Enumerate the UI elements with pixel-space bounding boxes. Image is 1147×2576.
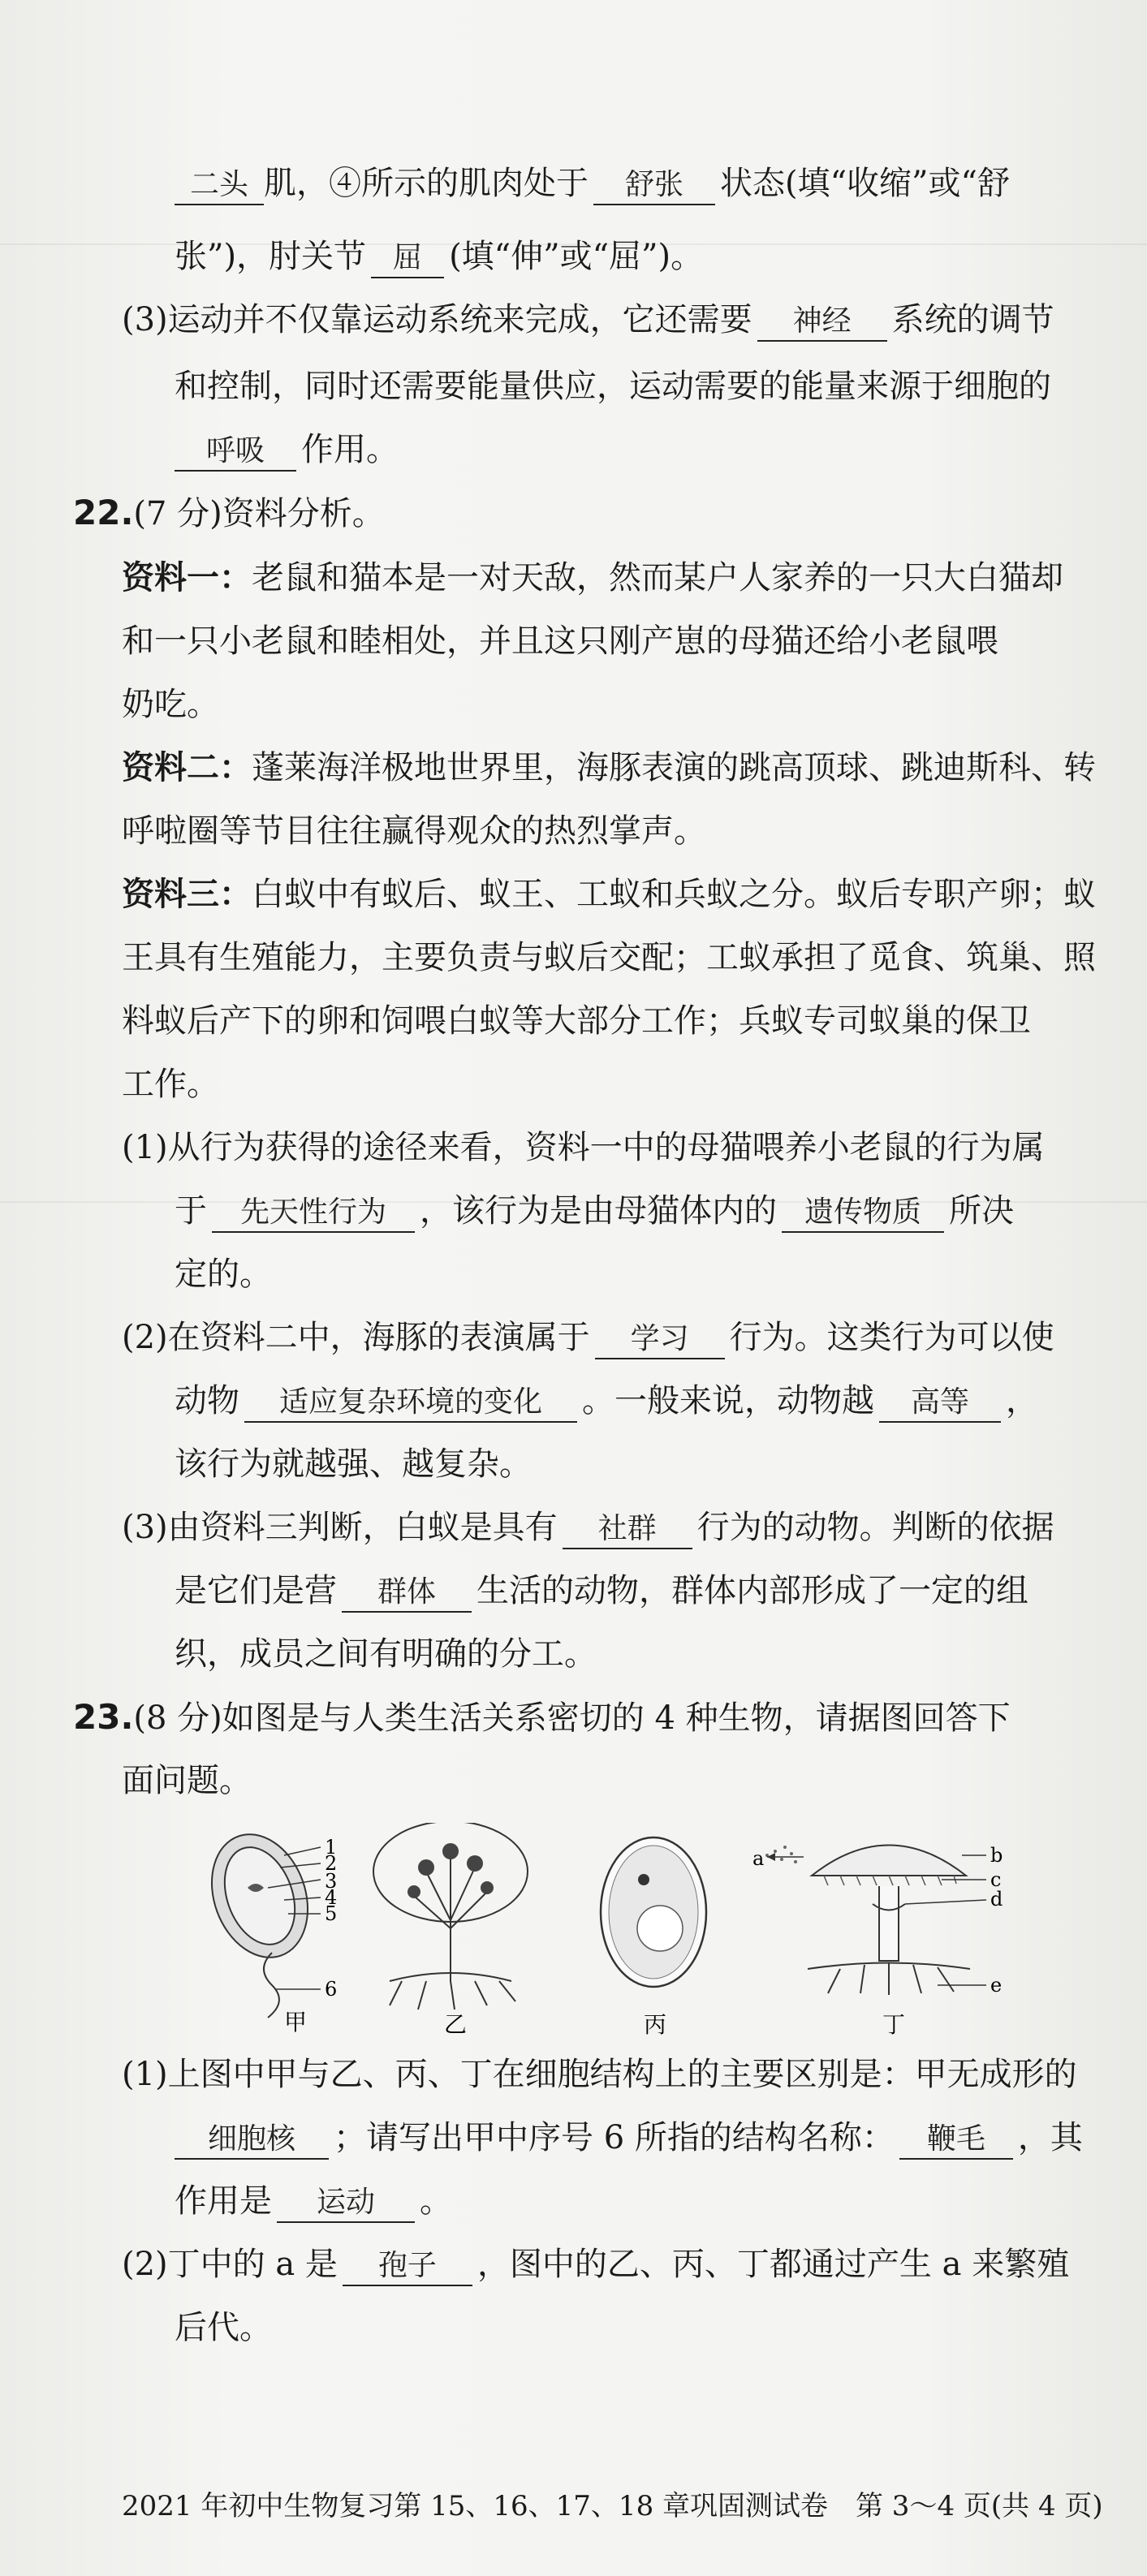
svg-text:b: b [990,1844,1003,1867]
svg-text:4: 4 [325,1886,338,1909]
q21-answer-relax: 舒张 [593,166,715,205]
q23-part-1-line-3: 作用是 运动 。 [175,2180,452,2223]
yeast-drawing [601,1837,706,2038]
q23-part-2-line-1: (2)丁中的 a 是 孢子 ，图中的乙、丙、丁都通过产生 a 来繁殖 [122,2243,1069,2286]
svg-text:c: c [990,1868,1002,1891]
q22-part-2-line-1: (2)在资料二中，海豚的表演属于 学习 行为。这类行为可以使 [122,1316,1054,1359]
q23-answer-movement: 运动 [277,2184,415,2223]
q22-answer-genetic: 遗传物质 [782,1194,944,1233]
q21-answer-biceps: 二头 [175,166,264,205]
q22-header: 22.(7 分)资料分析。 [73,493,385,532]
q22-material-3-line-4: 工作。 [122,1066,219,1103]
q23-organism-figure [207,1823,1019,2039]
q21-answer-bend: 屈 [371,239,444,278]
q22-material-1-line-3: 奶吃。 [122,686,219,723]
label-ding: 丁 [882,2011,906,2038]
q22-part-1-line-1: (1)从行为获得的途径来看，资料一中的母猫喂养小老鼠的行为属 [122,1129,1045,1166]
q21-line-5: 呼吸 作用。 [175,429,399,472]
q22-material-3-line-2: 王具有生殖能力，主要负责与蚁后交配；工蚁承担了觅食、筑巢、照 [122,939,1096,976]
q23-header-line-1: 23.(8 分)如图是与人类生活关系密切的 4 种生物，请据图回答下 [73,1697,1011,1737]
q23-part-1-line-2: 细胞核 ；请写出甲中序号 6 所指的结构名称： 鞭毛 ，其 [175,2117,1083,2160]
q22-part-3-line-3: 织，成员之间有明确的分工。 [175,1635,597,1673]
q22-material-3-line-1: 资料三：白蚁中有蚁后、蚁王、工蚁和兵蚁之分。蚁后专职产卵；蚁 [122,876,1096,913]
svg-text:a: a [752,1847,765,1870]
svg-text:2: 2 [325,1852,338,1875]
q23-part-2-line-2: 后代。 [175,2309,272,2346]
q22-answer-adapt: 适应复杂环境的变化 [244,1384,577,1423]
q22-answer-social: 社群 [563,1510,692,1549]
q21-line-1: 二头 肌，④所示的肌肉处于 舒张 状态(填“收缩”或“舒 [175,162,1010,205]
q22-part-2-line-2: 动物 适应复杂环境的变化 。一般来说，动物越 高等 ， [175,1380,1038,1423]
label-jia: 甲 [284,2009,308,2035]
q22-part-2-line-3: 该行为就越强、越复杂。 [175,1445,532,1483]
q21-answer-nerve: 神经 [757,303,887,342]
mushroom-drawing [752,1844,1003,2038]
label-bing: 丙 [644,2011,667,2038]
svg-text:e: e [990,1974,1003,1997]
q21-line-2: 张”)，肘关节 屈 (填“伸”或“屈”)。 [175,235,703,278]
q22-answer-advanced: 高等 [879,1384,1001,1423]
q22-material-2-line-1: 资料二：蓬莱海洋极地世界里，海豚表演的跳高顶球、跳迪斯科、转 [122,749,1096,786]
svg-text:3: 3 [325,1870,338,1893]
q23-answer-spore: 孢子 [343,2247,472,2286]
q22-answer-innate: 先天性行为 [212,1194,415,1233]
page-footer: 2021 年初中生物复习第 15、16、17、18 章巩固测试卷 第 3～4 页(共 4 页) [122,2490,1103,2522]
q22-material-1-line-2: 和一只小老鼠和睦相处，并且这只刚产崽的母猫还给小老鼠喂 [122,622,998,660]
svg-text:5: 5 [325,1902,338,1925]
q23-header-line-2: 面问题。 [122,1762,252,1799]
q22-part-1-line-3: 定的。 [175,1256,272,1293]
bacterium-drawing [207,1823,337,2035]
q22-material-3-line-3: 料蚁后产下的卵和饲喂白蚁等大部分工作；兵蚁专司蚁巢的保卫 [122,1002,1031,1040]
svg-text:1: 1 [325,1836,338,1859]
mold-drawing [373,1823,528,2038]
q22-material-2-line-2: 呼啦圈等节目往往赢得观众的热烈掌声。 [122,812,706,850]
q21-line-3: (3)运动并不仅靠运动系统来完成，它还需要 神经 系统的调节 [122,299,1054,342]
q23-answer-flagellum: 鞭毛 [899,2121,1013,2160]
q22-part-1-line-2: 于 先天性行为 ，该行为是由母猫体内的 遗传物质 所决 [175,1190,1014,1233]
q22-answer-learned: 学习 [595,1320,725,1359]
q23-answer-nucleus: 细胞核 [175,2121,329,2160]
q21-line-4: 和控制，同时还需要能量供应，运动需要的能量来源于细胞的 [175,368,1051,405]
q22-part-3-line-1: (3)由资料三判断，白蚁是具有 社群 行为的动物。判断的依据 [122,1506,1054,1549]
q21-answer-respiration: 呼吸 [175,433,296,472]
label-yi: 乙 [444,2011,468,2038]
q23-part-1-line-1: (1)上图中甲与乙、丙、丁在细胞结构上的主要区别是：甲无成形的 [122,2056,1077,2093]
q22-material-1-line-1: 资料一：老鼠和猫本是一对天敌，然而某户人家养的一只大白猫却 [122,559,1063,597]
svg-text:6: 6 [325,1978,338,2001]
svg-text:d: d [990,1888,1003,1910]
q22-answer-group: 群体 [342,1574,472,1613]
q22-part-3-line-2: 是它们是营 群体 生活的动物，群体内部形成了一定的组 [175,1570,1028,1613]
